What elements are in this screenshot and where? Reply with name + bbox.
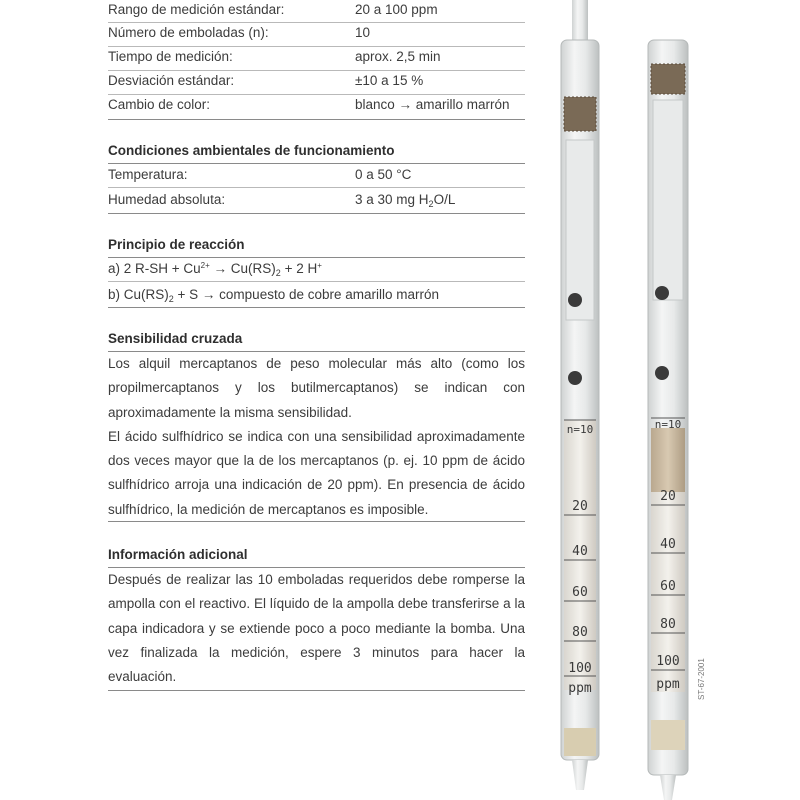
temp-value: 0 a 50 °C: [355, 167, 412, 182]
spec-label: Desviación estándar:: [108, 73, 235, 88]
reaction-heading: Principio de reacción: [108, 237, 245, 252]
scale-mark-right: 40: [660, 537, 676, 552]
scale-mark-right: 100: [656, 654, 680, 669]
spec-row: [108, 95, 525, 119]
scale-mark-left: 40: [572, 544, 588, 559]
temp-label: Temperatura:: [108, 167, 188, 182]
cross-heading: Sensibilidad cruzada: [108, 331, 243, 346]
spec-label: Tiempo de medición:: [108, 49, 233, 64]
cross-paragraph-2: El ácido sulfhídrico se indica con una sensibilidad aproximadamente dos veces mayor que la de los mercaptanos (p. ej. 10 ppm de ácido sulfhídrico arroja una indicación de 20 ppm). En presencia de ácido sulfhídrico, la medición de mercaptanos es imposible.: [108, 428, 525, 517]
spec-value: aprox. 2,5 min: [355, 49, 441, 64]
cross-paragraph-1: Los alquil mercaptanos de peso molecular más alto (como los propilmercaptanos y los butilmercaptanos) se indican con aproximadamente la misma sensibilidad.: [108, 356, 525, 420]
spec-value: 10: [355, 25, 371, 40]
ambient-temp-row: [108, 165, 525, 189]
spec-value: ±10 a 15 %: [355, 73, 424, 88]
additional-heading: Información adicional: [108, 547, 248, 562]
scale-mark-left: 20: [572, 499, 588, 514]
spec-row: [108, 0, 525, 24]
scale-mark-right: 60: [660, 579, 676, 594]
additional-text: [108, 568, 525, 689]
humidity-label: Humedad absoluta:: [108, 192, 226, 207]
detector-tubes-image: [540, 0, 720, 800]
figure-code: ST-67-2001: [697, 658, 706, 700]
scale-mark-right: 20: [660, 489, 676, 504]
spec-label: Número de emboladas (n):: [108, 25, 269, 40]
scale-n-label-left: n=10: [566, 423, 594, 436]
scale-n-label-right: n=10: [654, 418, 682, 431]
spec-row: [108, 71, 525, 95]
spec-row: [108, 47, 525, 71]
scale-unit-right: ppm: [656, 677, 680, 692]
ambient-heading: Condiciones ambientales de funcionamiento: [108, 143, 395, 158]
cross-text: [108, 352, 525, 522]
scale-mark-right: 80: [660, 617, 676, 632]
humidity-value: 3 a 30 mg $H_2O/L$: [355, 192, 456, 209]
spec-value: blanco → amarillo marrón: [355, 97, 510, 112]
ambient-humidity-row: [108, 190, 525, 214]
reaction-a: a) 2 $R-SH + Cu^{2+} \to Cu(RS)_2 + 2$ H+: [108, 261, 322, 278]
additional-paragraph: Después de realizar las 10 emboladas requeridos debe romperse la ampolla con el reactivo. El líquido de la ampolla debe transferirse a la capa indicadora y se extiende poco a poco mediante la bomba. Una vez finalizada la medición, espere 3 minutos para hacer la evaluación.: [108, 572, 525, 685]
spec-value: 20 a 100 ppm: [355, 2, 438, 17]
reaction-b: b) $Cu(RS)_2 + S$ → compuesto de cobre amarillo marrón: [108, 287, 440, 304]
scale-mark-left: 60: [572, 585, 588, 600]
spec-label: Rango de medición estándar:: [108, 2, 285, 17]
spec-row: [108, 23, 525, 47]
spec-label: Cambio de color:: [108, 97, 211, 112]
scale-mark-left: 80: [572, 625, 588, 640]
scale-mark-left: 100: [568, 661, 592, 676]
scale-unit-left: ppm: [568, 681, 592, 696]
